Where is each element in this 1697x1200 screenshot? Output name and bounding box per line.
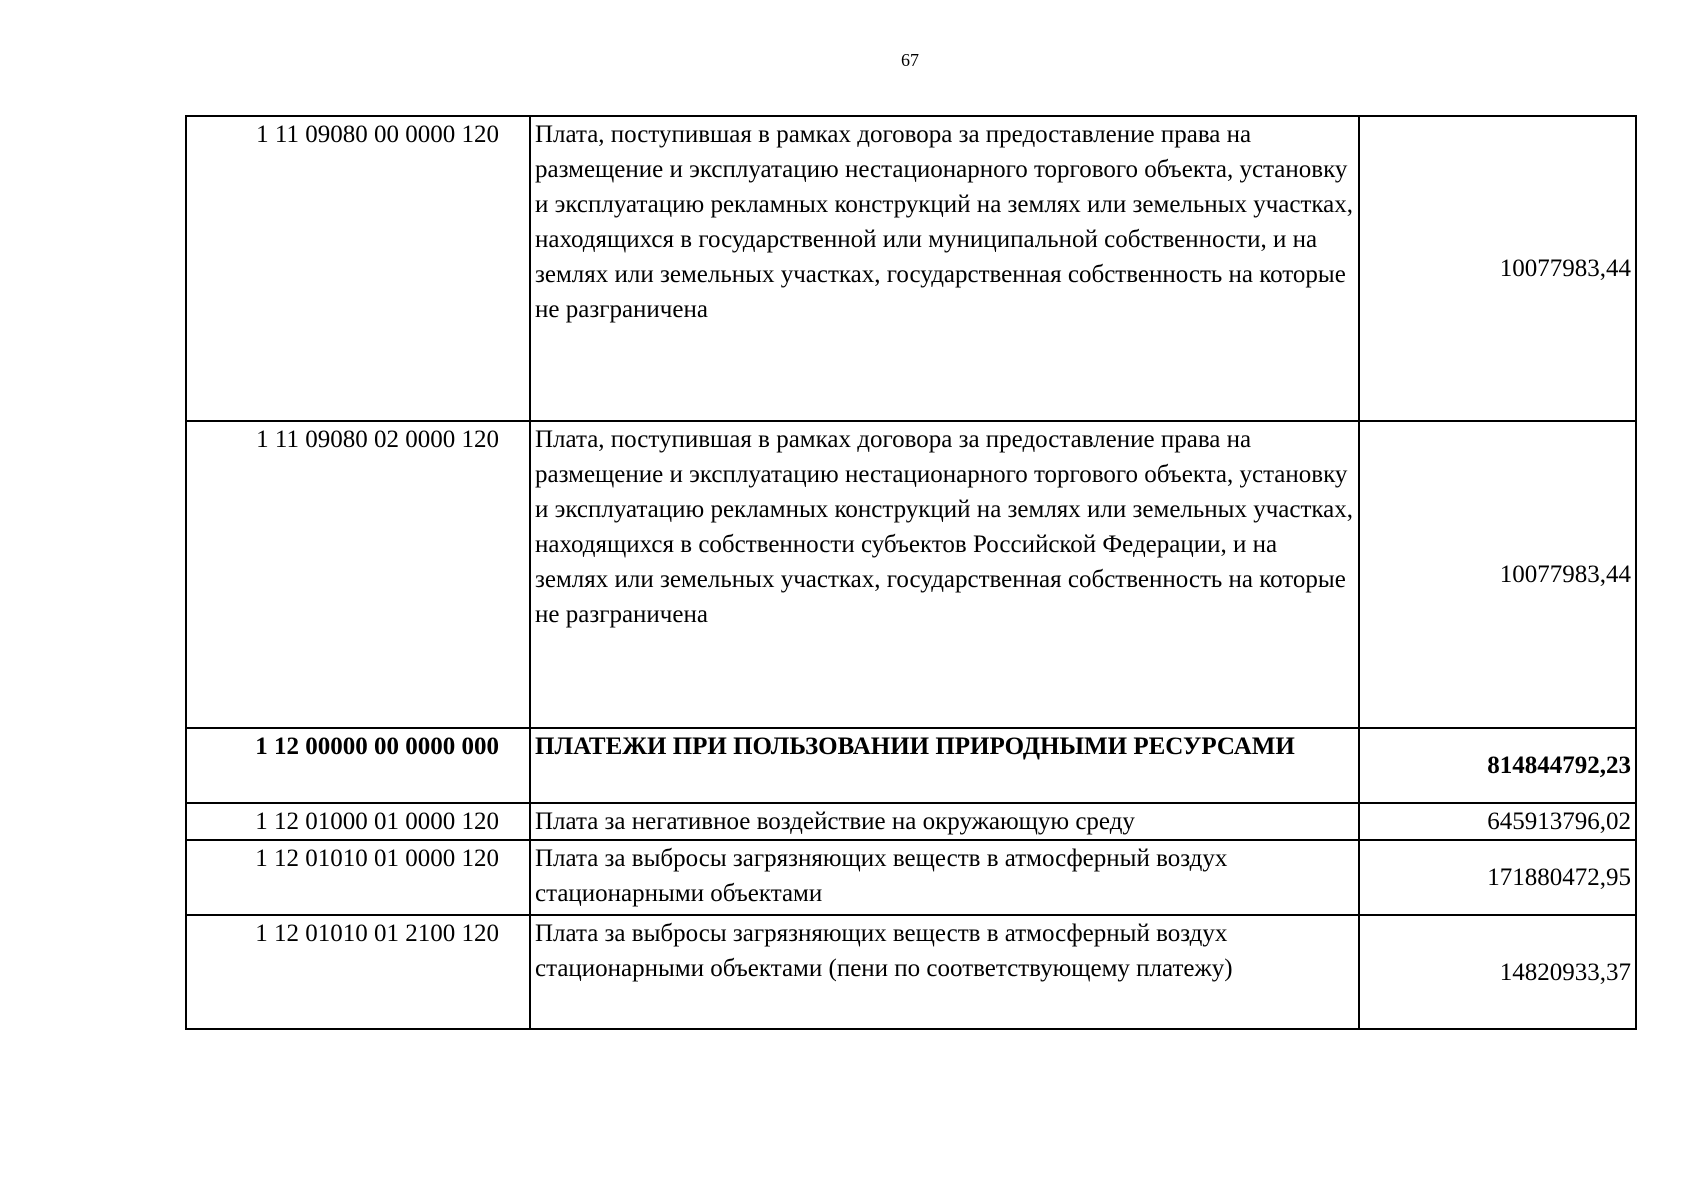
- revenue-code: 1 11 09080 00 0000 120: [186, 116, 530, 421]
- revenue-amount: 645913796,02: [1359, 803, 1636, 840]
- revenue-name: Плата за выбросы загрязняющих веществ в атмосферный воздух стационарными объектами: [530, 840, 1359, 915]
- revenue-amount: 814844792,23: [1359, 728, 1636, 803]
- revenue-name: Плата, поступившая в рамках договора за предоставление права на размещение и эксплуатацию нестационарного торгового объекта, установку и эксплуатацию рекламных конструкций на землях или земельных участках, находящихся в собственности субъектов Российской Федерации, и на землях или земельных участках, государственная собственность на которые не разграничена: [530, 421, 1359, 728]
- revenue-amount: 10077983,44: [1359, 116, 1636, 421]
- page-number: 67: [901, 50, 919, 70]
- revenue-code: 1 12 01000 01 0000 120: [186, 803, 530, 840]
- revenue-amount: 10077983,44: [1359, 421, 1636, 728]
- section-row: [186, 728, 1636, 803]
- table-row: [186, 803, 1636, 840]
- revenue-amount: 14820933,37: [1359, 915, 1636, 1029]
- revenue-code: 1 11 09080 02 0000 120: [186, 421, 530, 728]
- revenue-amount: 171880472,95: [1359, 840, 1636, 915]
- table-row: [186, 421, 1636, 728]
- revenue-code: 1 12 01010 01 0000 120: [186, 840, 530, 915]
- revenue-name: Плата за выбросы загрязняющих веществ в атмосферный воздух стационарными объектами (пени по соответствующему платежу): [530, 915, 1359, 1029]
- revenue-code: 1 12 01010 01 2100 120: [186, 915, 530, 1029]
- table-row: [186, 840, 1636, 915]
- table-row: [186, 915, 1636, 1029]
- revenue-table: [185, 115, 1637, 1030]
- revenue-name: Плата, поступившая в рамках договора за предоставление права на размещение и эксплуатацию нестационарного торгового объекта, установку и эксплуатацию рекламных конструкций на землях или земельных участках, находящихся в государственной или муниципальной собственности, и на землях или земельных участках, государственная собственность на которые не разграничена: [530, 116, 1359, 421]
- revenue-code: 1 12 00000 00 0000 000: [186, 728, 530, 803]
- revenue-name: Плата за негативное воздействие на окружающую среду: [530, 803, 1359, 840]
- table-row: [186, 116, 1636, 421]
- revenue-name: ПЛАТЕЖИ ПРИ ПОЛЬЗОВАНИИ ПРИРОДНЫМИ РЕСУРСАМИ: [530, 728, 1359, 803]
